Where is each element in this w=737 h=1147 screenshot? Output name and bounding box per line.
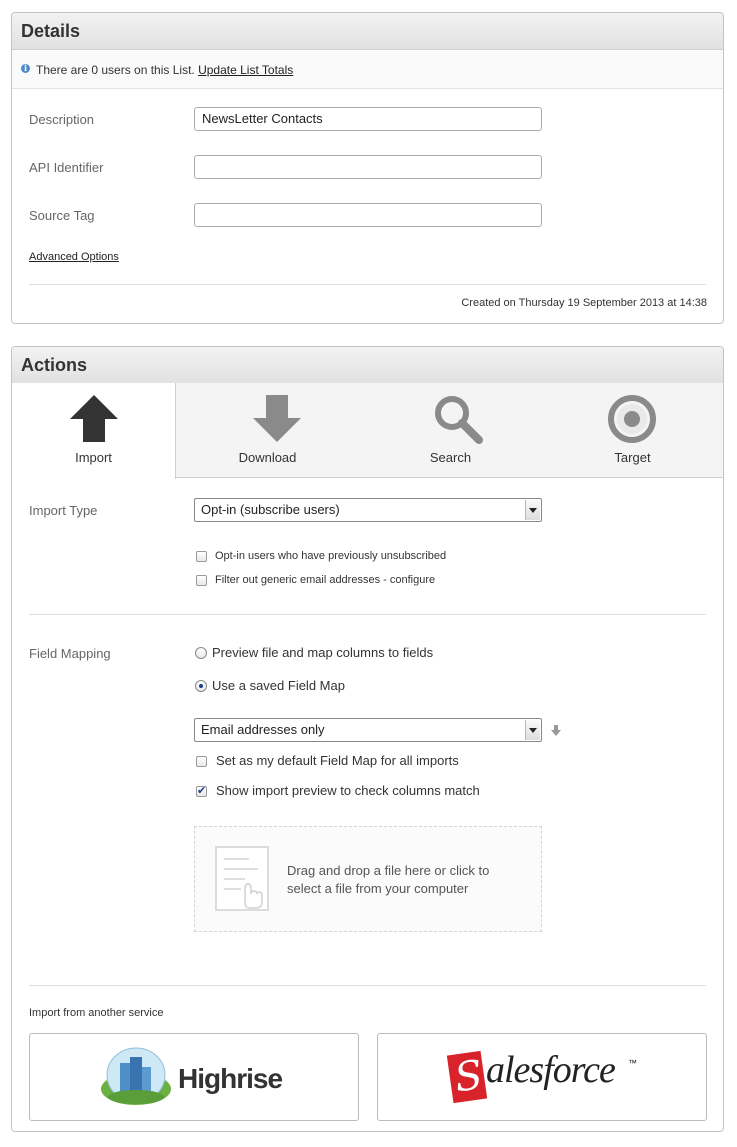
tab-target[interactable]	[542, 383, 723, 478]
services-divider	[29, 985, 706, 986]
details-divider	[29, 284, 706, 285]
highrise-logo-icon	[100, 1047, 172, 1107]
details-panel	[11, 12, 724, 324]
actions-title: Actions	[21, 355, 88, 375]
default-map-label: Set as my default Field Map for all imports	[216, 753, 459, 768]
field-mapping-label: Field Mapping	[29, 646, 111, 661]
actions-panel	[11, 346, 724, 1132]
salesforce-s-letter: S	[451, 1052, 486, 1102]
import-type-label: Import Type	[29, 503, 98, 518]
magnifier-icon	[433, 394, 483, 444]
api-identifier-label: API Identifier	[29, 160, 104, 175]
salesforce-button[interactable]	[377, 1033, 707, 1121]
tab-import[interactable]	[12, 383, 176, 479]
arrow-up-icon	[70, 395, 118, 443]
update-list-totals-link[interactable]: Update List Totals	[198, 63, 294, 77]
info-icon: i	[21, 64, 30, 73]
preview-map-label: Preview file and map columns to fields	[212, 645, 434, 660]
user-count-text: There are 0 users on this List.	[36, 63, 195, 77]
source-tag-input[interactable]	[194, 203, 542, 227]
description-label: Description	[29, 112, 95, 127]
info-bar	[12, 50, 723, 89]
salesforce-trademark: ™	[628, 1058, 637, 1068]
created-timestamp: Created on Thursday 19 September 2013 at 14:38	[461, 297, 707, 309]
show-preview-label: Show import preview to check columns match	[216, 783, 480, 798]
filter-generic-label: Filter out generic email addresses - configure	[215, 574, 436, 586]
field-map-select[interactable]	[194, 718, 542, 742]
info-text	[36, 63, 293, 77]
arrow-down-icon	[253, 395, 301, 443]
chevron-down-icon	[525, 500, 540, 520]
file-drop-icon	[215, 846, 271, 912]
tab-download-label: Download	[238, 450, 297, 465]
import-service-label: Import from another service	[29, 1007, 164, 1019]
import-type-value: Opt-in (subscribe users)	[201, 502, 340, 517]
field-map-value: Email addresses only	[201, 722, 325, 737]
target-icon	[608, 395, 656, 443]
chevron-down-icon	[525, 720, 540, 740]
advanced-options-link[interactable]: Advanced Options	[29, 251, 119, 263]
tab-search-label: Search	[429, 450, 472, 465]
description-input[interactable]: NewsLetter Contacts	[194, 107, 542, 131]
salesforce-s-badge	[447, 1051, 487, 1103]
details-title: Details	[21, 21, 81, 41]
show-preview-checkbox[interactable]	[196, 786, 207, 797]
tab-download[interactable]	[176, 383, 359, 478]
import-type-divider	[29, 614, 706, 615]
highrise-button[interactable]	[29, 1033, 359, 1121]
tab-search[interactable]	[359, 383, 542, 478]
optin-unsubscribed-checkbox[interactable]	[196, 551, 207, 562]
actions-tabs	[12, 383, 723, 478]
file-dropzone[interactable]	[194, 826, 542, 932]
highrise-wordmark: Highrise	[178, 1063, 283, 1094]
dropzone-text-line2: select a file from your computer	[287, 881, 469, 896]
details-header	[12, 13, 723, 50]
source-tag-label: Source Tag	[29, 208, 95, 223]
saved-map-label: Use a saved Field Map	[212, 678, 345, 693]
download-map-icon[interactable]	[551, 725, 561, 736]
tab-import-label: Import	[75, 450, 112, 465]
actions-header	[12, 347, 723, 384]
default-map-checkbox[interactable]	[196, 756, 207, 767]
saved-map-radio[interactable]	[195, 680, 207, 692]
filter-generic-checkbox[interactable]	[196, 575, 207, 586]
api-identifier-input[interactable]	[194, 155, 542, 179]
tab-target-label: Target	[614, 450, 651, 465]
preview-map-radio[interactable]	[195, 647, 207, 659]
import-type-select[interactable]	[194, 498, 542, 522]
optin-unsubscribed-label: Opt-in users who have previously unsubscribed	[215, 550, 447, 562]
salesforce-wordmark: alesforce	[486, 1049, 615, 1091]
dropzone-text-line1: Drag and drop a file here or click to	[287, 863, 490, 878]
